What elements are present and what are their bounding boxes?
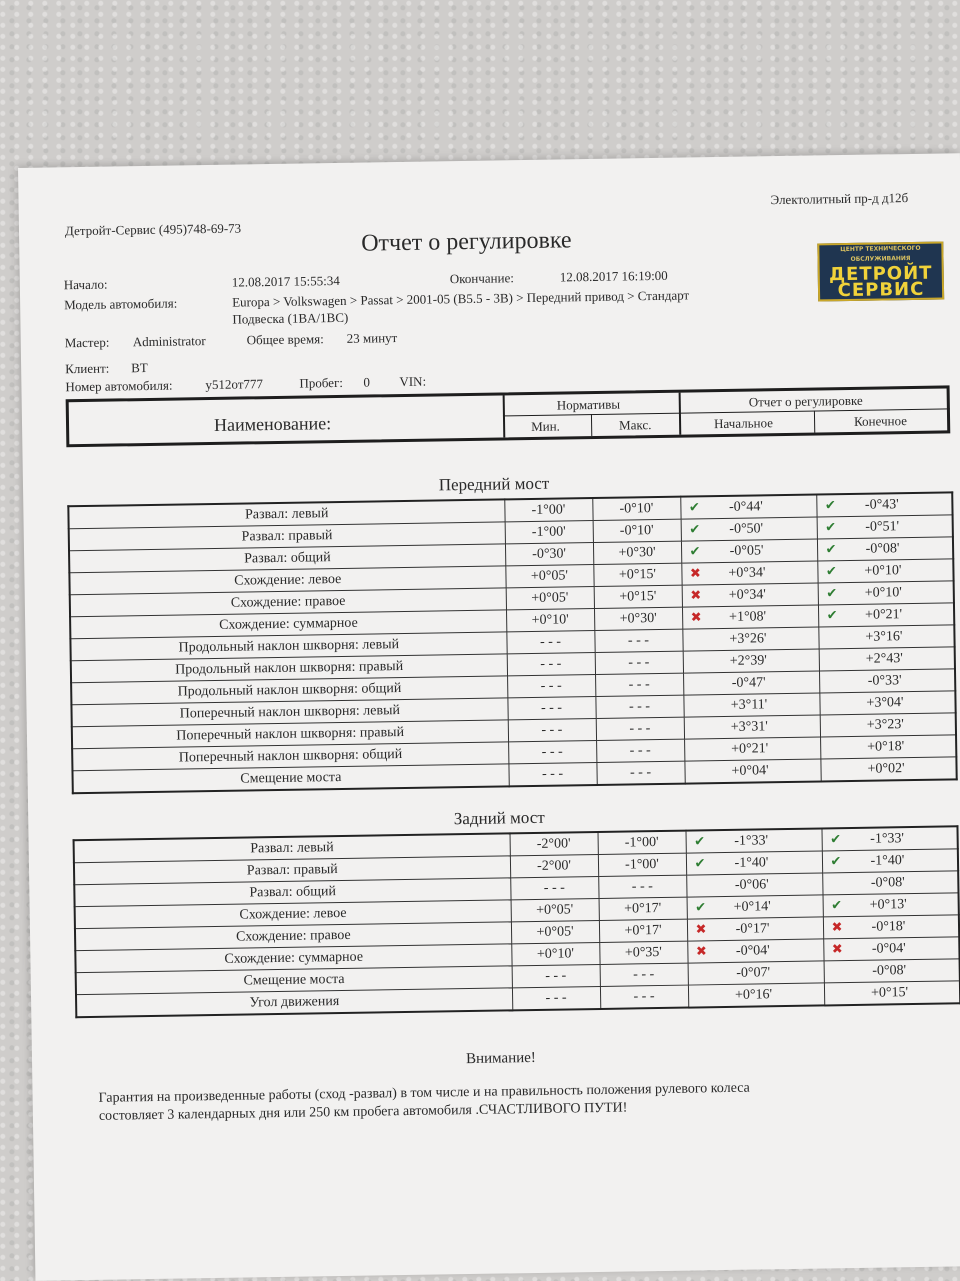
initial-value-cell: [685, 828, 821, 853]
initial-value: +3°31': [730, 718, 768, 735]
cross-icon: ✖: [689, 565, 701, 581]
parameter-name: Развал: левый: [68, 499, 504, 528]
initial-value-cell: [684, 715, 820, 739]
norm-min: - - -: [508, 740, 596, 763]
attention-heading: Внимание!: [465, 1049, 536, 1068]
norm-min: -2°00': [510, 854, 598, 877]
check-icon: ✔: [695, 899, 707, 915]
company-contact: Детройт-Сервис (495)748-69-73: [64, 220, 242, 239]
parameter-name: Угол движения: [76, 988, 512, 1017]
initial-value-cell: [683, 671, 819, 695]
final-value: +0°02': [867, 760, 905, 777]
parameter-name: Развал: правый: [74, 856, 510, 885]
check-icon: ✔: [824, 497, 836, 513]
parameter-name: Развал: левый: [74, 833, 510, 862]
norm-min: - - -: [508, 718, 596, 741]
final-value: +3°16': [865, 628, 903, 645]
norm-max: +0°17': [599, 919, 687, 942]
parameter-name: Развал: общий: [74, 878, 510, 907]
mileage-label: Пробег:: [299, 374, 344, 391]
initial-value: -0°50': [729, 520, 764, 537]
min-header: Мин.: [531, 418, 560, 434]
cross-icon: ✖: [690, 609, 702, 625]
model-label: Модель автомобиля:: [64, 295, 178, 313]
final-value-cell: [821, 826, 957, 851]
norm-max: -1°00': [598, 831, 686, 855]
norm-max: +0°15': [594, 585, 682, 608]
client-label: Клиент:: [65, 360, 110, 377]
final-value: +0°10': [864, 562, 902, 579]
check-icon: ✔: [830, 831, 842, 847]
model-value: Europa > Volkswagen > Passat > 2001-05 (B5.5 - 3B) > Передний привод > Стандарт: [232, 287, 690, 310]
initial-value-cell: [686, 873, 822, 897]
check-icon: ✔: [689, 521, 701, 537]
parameter-name: Схождение: правое: [70, 588, 506, 617]
final-value-cell: [819, 669, 955, 693]
final-value-cell: [823, 893, 959, 917]
max-header: Макс.: [618, 417, 652, 433]
initial-header: Начальное: [713, 415, 774, 432]
norm-max: - - -: [596, 739, 684, 762]
warranty-line-2: состовляет 3 календарных дня или 250 км пробега автомобиля .СЧАСТЛИВОГО ПУТИ!: [98, 1100, 628, 1124]
final-value-cell: [819, 647, 955, 671]
final-value: -0°08': [865, 540, 900, 557]
norm-max: - - -: [600, 963, 688, 986]
norm-min: +0°05': [511, 920, 599, 943]
initial-value: +3°11': [730, 696, 768, 713]
parameter-name: Смещение моста: [72, 764, 508, 793]
initial-value: -0°44': [728, 498, 763, 515]
initial-value: -1°40': [734, 854, 769, 871]
final-value: -1°40': [870, 852, 905, 869]
norm-max: +0°17': [599, 897, 687, 920]
norm-max: - - -: [595, 695, 683, 718]
final-value: +3°04': [866, 694, 904, 711]
final-value-cell: [823, 915, 959, 939]
final-value-cell: [820, 713, 956, 737]
norm-min: - - -: [507, 653, 595, 676]
report-header: Отчет о регулировке: [748, 392, 863, 410]
final-value-cell: [820, 735, 956, 759]
norm-max: -0°10': [593, 519, 681, 542]
final-value: -1°33': [870, 830, 905, 847]
plate-value: у512от777: [205, 376, 264, 393]
initial-value-cell: [683, 693, 819, 717]
final-value-cell: [823, 937, 959, 961]
initial-value-cell: [688, 983, 824, 1008]
page-title: Отчет о регулировке: [361, 227, 572, 257]
parameter-name: Поперечный наклон шкворня: правый: [72, 720, 508, 749]
parameter-name: Поперечный наклон шкворня: левый: [71, 698, 507, 727]
initial-value-cell: [682, 605, 818, 629]
parameter-name: Продольный наклон шкворня: правый: [71, 654, 507, 683]
final-value-cell: [818, 625, 954, 649]
norm-max: +0°30': [594, 607, 682, 630]
end-label: Окончание:: [449, 270, 515, 287]
norm-max: - - -: [600, 985, 688, 1009]
final-value: -0°04': [871, 940, 906, 957]
parameter-name: Продольный наклон шкворня: общий: [71, 676, 507, 705]
parameter-name: Схождение: левое: [75, 900, 511, 929]
initial-value-cell: [687, 917, 823, 941]
norm-max: - - -: [596, 717, 684, 740]
initial-value-cell: [682, 583, 818, 607]
initial-value: -0°04': [735, 942, 770, 959]
norm-min: - - -: [508, 762, 596, 786]
initial-value: -0°17': [735, 920, 770, 937]
check-icon: ✔: [826, 607, 838, 623]
final-value: +3°23': [866, 716, 904, 733]
norm-min: - - -: [507, 696, 595, 719]
final-value-cell: [818, 581, 954, 605]
norm-max: -0°10': [592, 497, 680, 521]
end-value: 12.08.2017 16:19:00: [559, 267, 668, 285]
norm-min: +0°10': [511, 942, 599, 965]
company-logo: ЦЕНТР ТЕХНИЧЕСКОГО ОБСЛУЖИВАНИЯ ДЕТРОЙТ СЕРВИС: [817, 241, 944, 301]
cross-icon: ✖: [690, 587, 702, 603]
norm-max: - - -: [598, 875, 686, 898]
cross-icon: ✖: [831, 941, 843, 957]
norm-min: +0°05': [511, 898, 599, 921]
cross-icon: ✖: [831, 919, 843, 935]
norm-min: -1°00': [505, 521, 593, 544]
norm-max: -1°00': [598, 853, 686, 876]
initial-value-cell: [683, 649, 819, 673]
final-value: -0°08': [870, 874, 905, 891]
mileage-value: 0: [363, 374, 371, 390]
initial-value-cell: [684, 737, 820, 761]
initial-value: +2°39': [729, 652, 767, 669]
norm-max: +0°35': [599, 941, 687, 964]
rear-axle-table: [73, 825, 960, 1018]
parameter-name: Схождение: правое: [75, 922, 511, 951]
norms-header: Нормативы: [556, 396, 621, 413]
norm-max: - - -: [596, 761, 684, 785]
norm-min: - - -: [507, 674, 595, 697]
final-value-cell: [822, 849, 958, 873]
parameter-name: Схождение: левое: [69, 566, 505, 595]
initial-value-cell: [688, 961, 824, 985]
final-value: +0°21': [864, 606, 903, 623]
final-value: +0°13': [869, 896, 907, 913]
initial-value-cell: [687, 939, 823, 963]
initial-value-cell: [681, 517, 817, 541]
warranty-line-1: Гарантия на произведенные работы (сход -развал) в том числе и на правильность положения рулевого колеса: [98, 1080, 750, 1106]
initial-value: -1°33': [734, 832, 769, 849]
parameter-name: Схождение: суммарное: [75, 944, 511, 973]
norm-min: +0°05': [506, 587, 594, 610]
check-icon: ✔: [831, 897, 843, 913]
initial-value-cell: [687, 895, 823, 919]
initial-value-cell: [682, 627, 818, 651]
parameter-name: Схождение: суммарное: [70, 610, 506, 639]
norm-min: +0°05': [505, 565, 593, 588]
plate-label: Номер автомобиля:: [65, 377, 173, 395]
front-axle-table: [67, 491, 957, 794]
norm-min: -1°00': [504, 498, 592, 522]
norm-min: -2°00': [510, 832, 598, 856]
parameter-name: Поперечный наклон шкворня: общий: [72, 742, 508, 771]
final-value: -0°08': [872, 962, 907, 979]
initial-value-cell: [681, 561, 817, 585]
final-value: -0°18': [871, 918, 906, 935]
start-label: Начало:: [63, 276, 108, 293]
cross-icon: ✖: [695, 943, 707, 959]
check-icon: ✔: [826, 585, 838, 601]
check-icon: ✔: [830, 853, 842, 869]
final-value-cell: [824, 981, 960, 1006]
initial-value-cell: [680, 495, 816, 520]
final-value: +0°10': [864, 584, 902, 601]
final-header: Конечное: [853, 413, 908, 429]
table-header-box: [66, 385, 951, 447]
model-value-line2: Подвеска (1BA/1BC): [232, 309, 349, 327]
name-column-header: Наименование:: [213, 413, 332, 435]
check-icon: ✔: [689, 543, 701, 559]
initial-value-cell: [681, 539, 817, 563]
final-value: +0°15': [870, 984, 909, 1001]
final-value: -0°43': [864, 496, 899, 513]
start-value: 12.08.2017 15:55:34: [231, 272, 340, 290]
norm-min: - - -: [512, 986, 600, 1010]
norm-min: +0°10': [506, 609, 594, 632]
total-time-value: 23 минут: [346, 330, 398, 346]
rear-axle-title: Задний мост: [453, 807, 545, 829]
initial-value: +0°16': [734, 986, 773, 1003]
parameter-name: Продольный наклон шкворня: левый: [70, 632, 506, 661]
final-value-cell: [817, 515, 953, 539]
initial-value: +0°34': [728, 564, 766, 581]
final-value: +2°43': [865, 650, 903, 667]
parameter-name: Смещение моста: [76, 966, 512, 995]
norm-max: +0°15': [593, 563, 681, 586]
master-label: Мастер:: [64, 334, 110, 351]
norm-max: - - -: [594, 629, 682, 652]
check-icon: ✔: [694, 833, 706, 849]
parameter-name: Развал: общий: [69, 544, 505, 573]
check-icon: ✔: [688, 499, 700, 516]
check-icon: ✔: [825, 563, 837, 579]
front-axle-title: Передний мост: [438, 473, 550, 495]
initial-value-cell: [684, 759, 820, 784]
final-value-cell: [824, 959, 960, 983]
initial-value: -0°07': [736, 964, 771, 981]
vin-label: VIN:: [399, 373, 427, 390]
final-value-cell: [817, 537, 953, 561]
final-value-cell: [819, 691, 955, 715]
address: Электолитный пр-д д12б: [770, 190, 909, 208]
norm-min: - - -: [510, 876, 598, 899]
final-value: +0°18': [867, 738, 905, 755]
initial-value: +3°26': [729, 630, 767, 647]
initial-value: +0°04': [731, 762, 769, 779]
final-value-cell: [822, 871, 958, 895]
initial-value: +0°34': [728, 586, 766, 603]
norm-min: - - -: [512, 964, 600, 987]
final-value: -0°33': [867, 672, 902, 689]
final-value-cell: [818, 603, 954, 627]
cross-icon: ✖: [695, 921, 707, 937]
norm-max: +0°30': [593, 541, 681, 564]
initial-value: -0°05': [729, 542, 764, 559]
norm-min: - - -: [506, 631, 594, 654]
initial-value: +1°08': [729, 608, 767, 625]
initial-value: +0°14': [733, 898, 771, 915]
check-icon: ✔: [694, 855, 706, 871]
parameter-name: Развал: правый: [69, 522, 505, 551]
final-value-cell: [817, 559, 953, 583]
initial-value-cell: [686, 851, 822, 875]
master-value: Administrator: [132, 333, 206, 350]
final-value-cell: [820, 757, 956, 782]
initial-value: -0°06': [734, 876, 769, 893]
initial-value: -0°47': [731, 674, 766, 691]
final-value-cell: [816, 492, 952, 517]
client-value: BT: [131, 359, 148, 376]
norm-max: - - -: [595, 673, 683, 696]
initial-value: +0°21': [731, 740, 769, 757]
norm-max: - - -: [595, 651, 683, 674]
total-time-label: Общее время:: [246, 331, 324, 348]
norm-min: -0°30': [505, 543, 593, 566]
report-paper: [18, 153, 960, 1281]
final-value: -0°51': [865, 518, 900, 535]
check-icon: ✔: [825, 519, 837, 535]
check-icon: ✔: [825, 541, 837, 557]
